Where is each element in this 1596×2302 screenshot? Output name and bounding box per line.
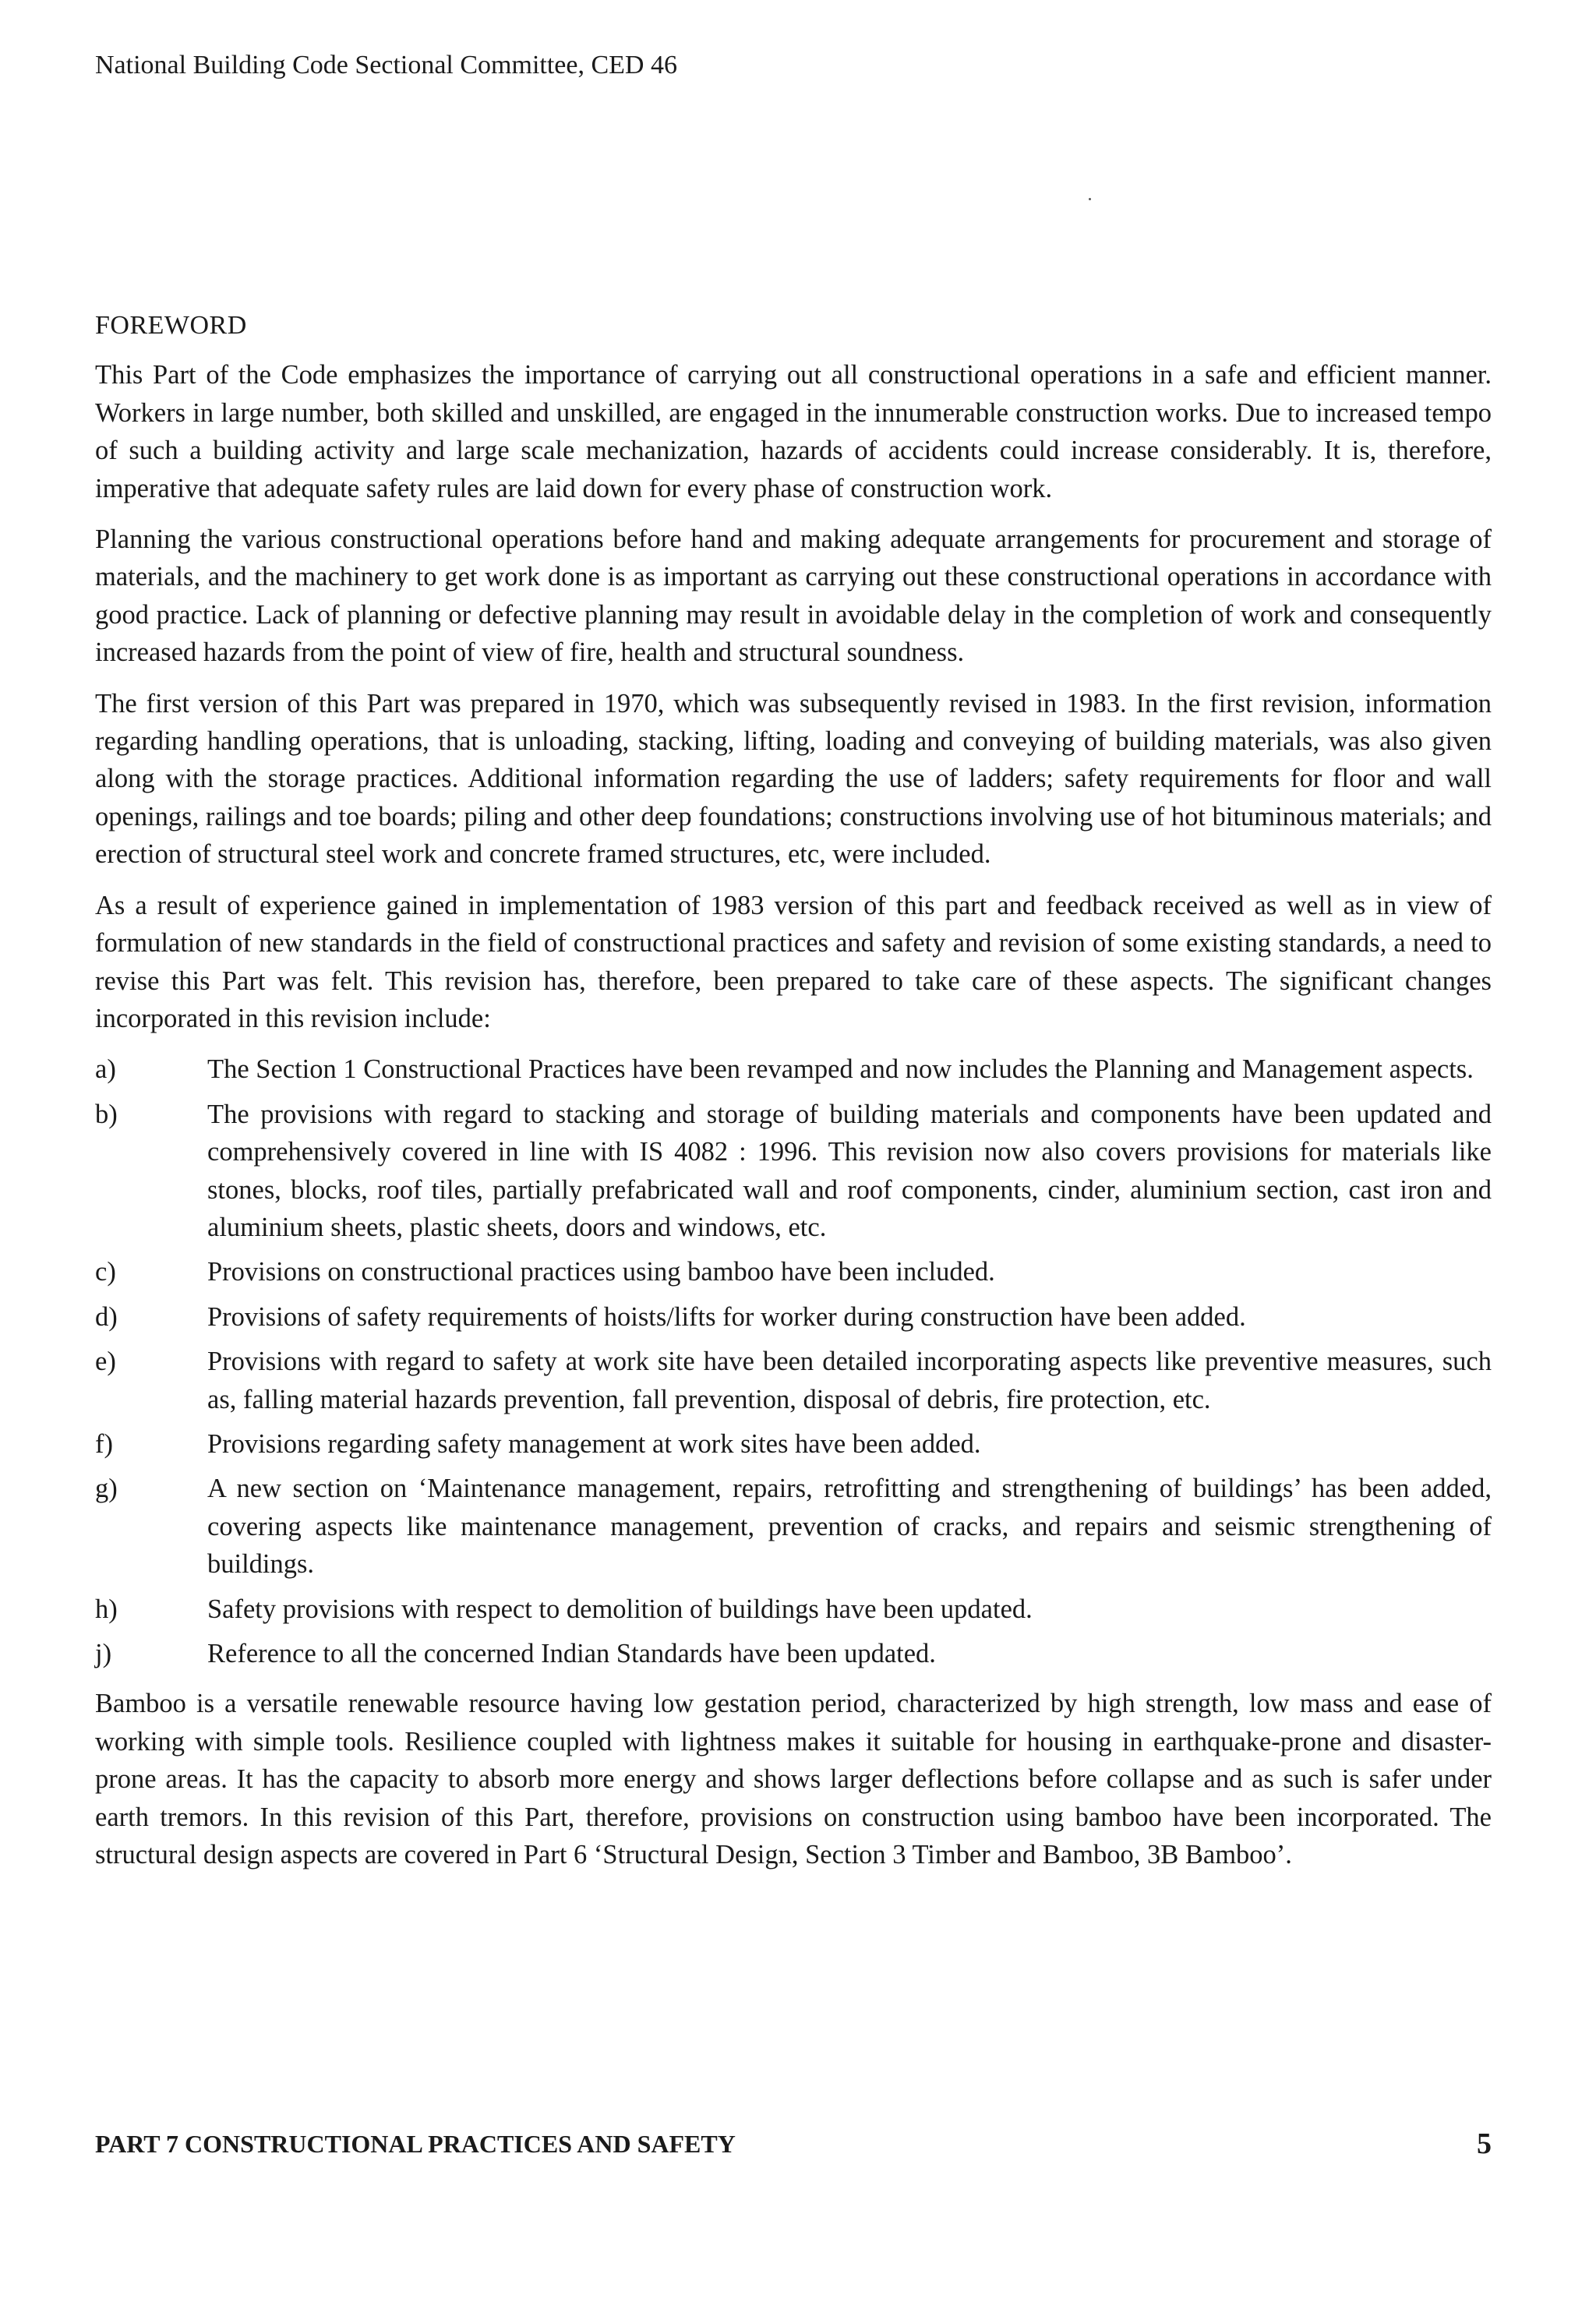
paragraph: This Part of the Code emphasizes the importance of carrying out all constructional operations in a safe and efficient manner. Workers in large number, both skilled and unskilled, are engaged in the innumerable construction works. Due to increased tempo of such a building activity and large scale mechanization, hazards of accidents could increase considerably. It is, therefore, imperative that adequate safety rules are laid down for every phase of construction work. [95,360,1492,503]
list-item-text: Safety provisions with respect to demolition of buildings have been updated. [207,1594,1033,1624]
scan-speck [1089,198,1091,200]
list-marker: b) [95,1099,118,1129]
list-marker: g) [95,1474,118,1504]
list-item-text: Provisions of safety requirements of hoists/lifts for worker during construction have been added. [207,1301,1246,1332]
list-item [95,1096,1492,1247]
list-marker: c) [95,1257,116,1287]
list-item [95,1425,1492,1463]
list-marker: a) [95,1054,116,1085]
list-item-text: Provisions with regard to safety at work site have been detailed incorporating aspects like preventive measures, such as, falling material hazards prevention, fall prevention, disposal of debris, fire protection, etc. [207,1347,1492,1414]
paragraph: As a result of experience gained in implementation of 1983 version of this part and feedback received as well as in view of formulation of new standards in the field of constructional practices and safety and revision of some existing standards, a need to revise this Part was felt. This revision has, therefore, been prepared to take care of these aspects. The significant changes incorporated in this revision include: [95,890,1492,1033]
list-marker: f) [95,1428,113,1459]
list-item [95,1050,1492,1088]
list-item-text: The provisions with regard to stacking and storage of building materials and components have been updated and comprehensively covered in line with IS 4082 : 1996. This revision now also covers provisions for materials like stones, blocks, roof tiles, partially prefabricated wall and roof components, cinder, aluminium section, cast iron and aluminium sheets, plastic sheets, doors and windows, etc. [207,1099,1492,1242]
list-item [95,1253,1492,1290]
paragraph: The first version of this Part was prepared in 1970, which was subsequently revised in 1983. In the first revision, information regarding handling operations, that is unloading, stacking, lifting, loading and conveying of building materials, was also given along with the storage practices. Additional information regarding the use of ladders; safety requirements for floor and wall openings, railings and toe boards; piling and other deep foundations; constructions involving use of hot bituminous materials; and erection of structural steel work and concrete framed structures, etc, were included. [95,688,1492,870]
list-item [95,1343,1492,1418]
list-item-text: Provisions on constructional practices using bamboo have been included. [207,1257,995,1287]
list-marker: j) [95,1639,112,1668]
list-marker: h) [95,1594,118,1624]
paragraph: Bamboo is a versatile renewable resource having low gestation period, characterized by high strength, low mass and ease of working with simple tools. Resilience coupled with lightness makes it suitable for housing in earthquake-prone and disaster-prone areas. It has the capacity to absorb more energy and shows larger deflections before collapse and as such is safer under earth tremors. In this revision of this Part, therefore, provisions on construction using bamboo have been incorporated. The structural design aspects are covered in Part 6 ‘Structural Design, Section 3 Timber and Bamboo, 3B Bamboo’. [95,1689,1492,1870]
list-item [95,1470,1492,1583]
running-header: National Building Code Sectional Committee, CED 46 [95,51,677,79]
list-marker: d) [95,1301,118,1332]
footer-title: PART 7 CONSTRUCTIONAL PRACTICES AND SAFETY [95,2130,736,2158]
paragraph: Planning the various constructional operations before hand and making adequate arrangements for procurement and storage of materials, and the machinery to get work done is as important as carrying out these constructional operations in accordance with good practice. Lack of planning or defective planning may result in avoidable delay in the completion of work and consequently increased hazards from the point of view of fire, health and structural soundness. [95,524,1492,668]
foreword-section [95,307,1492,1887]
list-item [95,1298,1492,1336]
list-item-text: Provisions regarding safety management at work sites have been added. [207,1428,981,1459]
page-number: 5 [1477,2127,1492,2160]
list-item-text: The Section 1 Constructional Practices have been revamped and now includes the Planning and Management aspects. [207,1054,1474,1085]
list-item-text: Reference to all the concerned Indian Standards have been updated. [207,1639,936,1668]
list-item [95,1635,1492,1672]
list-item [95,1591,1492,1628]
list-item-text: A new section on ‘Maintenance management, repairs, retrofitting and strengthening of buildings’ has been added, covering aspects like maintenance management, prevention of cracks, and repairs and seismic strengthening of buildings. [207,1474,1492,1580]
changes-list [95,1050,1492,1672]
list-marker: e) [95,1347,116,1377]
section-heading: FOREWORD [95,311,247,340]
